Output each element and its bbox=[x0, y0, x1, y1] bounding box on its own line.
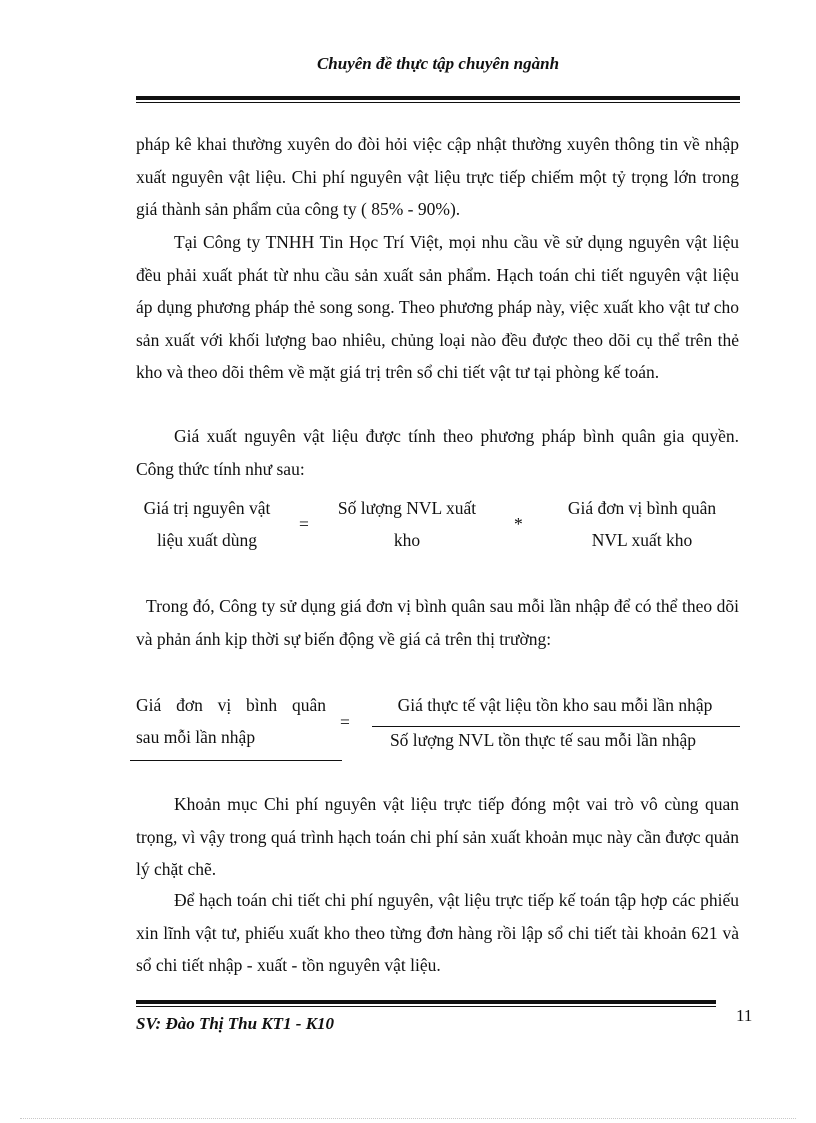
header-rule-thick bbox=[136, 96, 740, 100]
formula2-numerator: Giá thực tế vật liệu tồn kho sau mỗi lần nhập bbox=[397, 695, 713, 715]
formula1-term1-line2: kho bbox=[393, 530, 421, 550]
formula2-lhs-line1: Giá đơn vị bình quân bbox=[136, 695, 326, 715]
paragraph-6: Để hạch toán chi tiết chi phí nguyên, vật liệu trực tiếp kế toán tập hợp các phiếu xin lĩnh vật tư, phiếu xuất kho theo từng đơn hàng rồi lập sổ chi tiết tài khoản 621 và sổ chi tiết nhập - xuất - tồn nguyên vật liệu. bbox=[136, 890, 739, 975]
formula1-lhs-line2: liệu xuất dùng bbox=[156, 530, 258, 550]
page-number: 11 bbox=[736, 1006, 753, 1025]
formula2-lhs-line2: sau mỗi lần nhập bbox=[136, 727, 256, 747]
formula1-equals: = bbox=[299, 514, 309, 534]
footer-student-name: SV: Đào Thị Thu KT1 - K10 bbox=[136, 1014, 335, 1033]
paragraph-2: Tại Công ty TNHH Tin Học Trí Việt, mọi nhu cầu về sử dụng nguyên vật liệu đều phải xuất phát từ nhu cầu sản xuất sản phẩm. Hạch toán chi tiết nguyên vật liệu áp dụng phương pháp thẻ song song. Theo phương pháp này, việc xuất kho vật tư cho sản xuất với khối lượng bao nhiêu, chủng loại nào đều được theo dõi cụ thể trên thẻ kho và theo dõi thêm về mặt giá trị trên sổ chi tiết vật tư tại phòng kế toán. bbox=[136, 232, 739, 382]
page-bottom-dotted-border bbox=[20, 1118, 796, 1119]
formula2-equals: = bbox=[340, 712, 350, 732]
header-rule-thin bbox=[136, 102, 740, 103]
paragraph-4: Trong đó, Công ty sử dụng giá đơn vị bình quân sau mỗi lần nhập để có thể theo dõi và phản ánh kịp thời sự biến động về giá cả trên thị trường: bbox=[136, 596, 739, 649]
paragraph-1: pháp kê khai thường xuyên do đòi hỏi việc cập nhật thường xuyên thông tin về nhập xuất nguyên vật liệu. Chi phí nguyên vật liệu trực tiếp chiếm một tỷ trọng lớn trong giá thành sản phẩm của công ty ( 85% - 90%). bbox=[136, 134, 739, 219]
footer-rule-thick bbox=[136, 1000, 716, 1004]
paragraph-5: Khoản mục Chi phí nguyên vật liệu trực tiếp đóng một vai trò vô cùng quan trọng, vì vậy trong quá trình hạch toán chi phí sản xuất khoản mục này cần được quản lý chặt chẽ. bbox=[136, 794, 739, 879]
paragraph-3: Giá xuất nguyên vật liệu được tính theo phương pháp bình quân gia quyền. Công thức tính như sau: bbox=[136, 426, 739, 479]
formula1-term2-line1: Giá đơn vị bình quân bbox=[567, 498, 717, 518]
formula2-lhs-underline bbox=[130, 760, 342, 761]
formula1-term2-line2: NVL xuất kho bbox=[591, 530, 693, 550]
page-header-title: Chuyên đề thực tập chuyên ngành bbox=[316, 54, 560, 73]
formula1-term1-line1: Số lượng NVL xuất bbox=[337, 498, 477, 518]
formula1-lhs-line1: Giá trị nguyên vật bbox=[143, 498, 271, 518]
formula2-denominator: Số lượng NVL tồn thực tế sau mỗi lần nhập bbox=[389, 730, 697, 750]
formula1-times: * bbox=[514, 514, 523, 534]
footer-rule-thin bbox=[136, 1006, 716, 1007]
